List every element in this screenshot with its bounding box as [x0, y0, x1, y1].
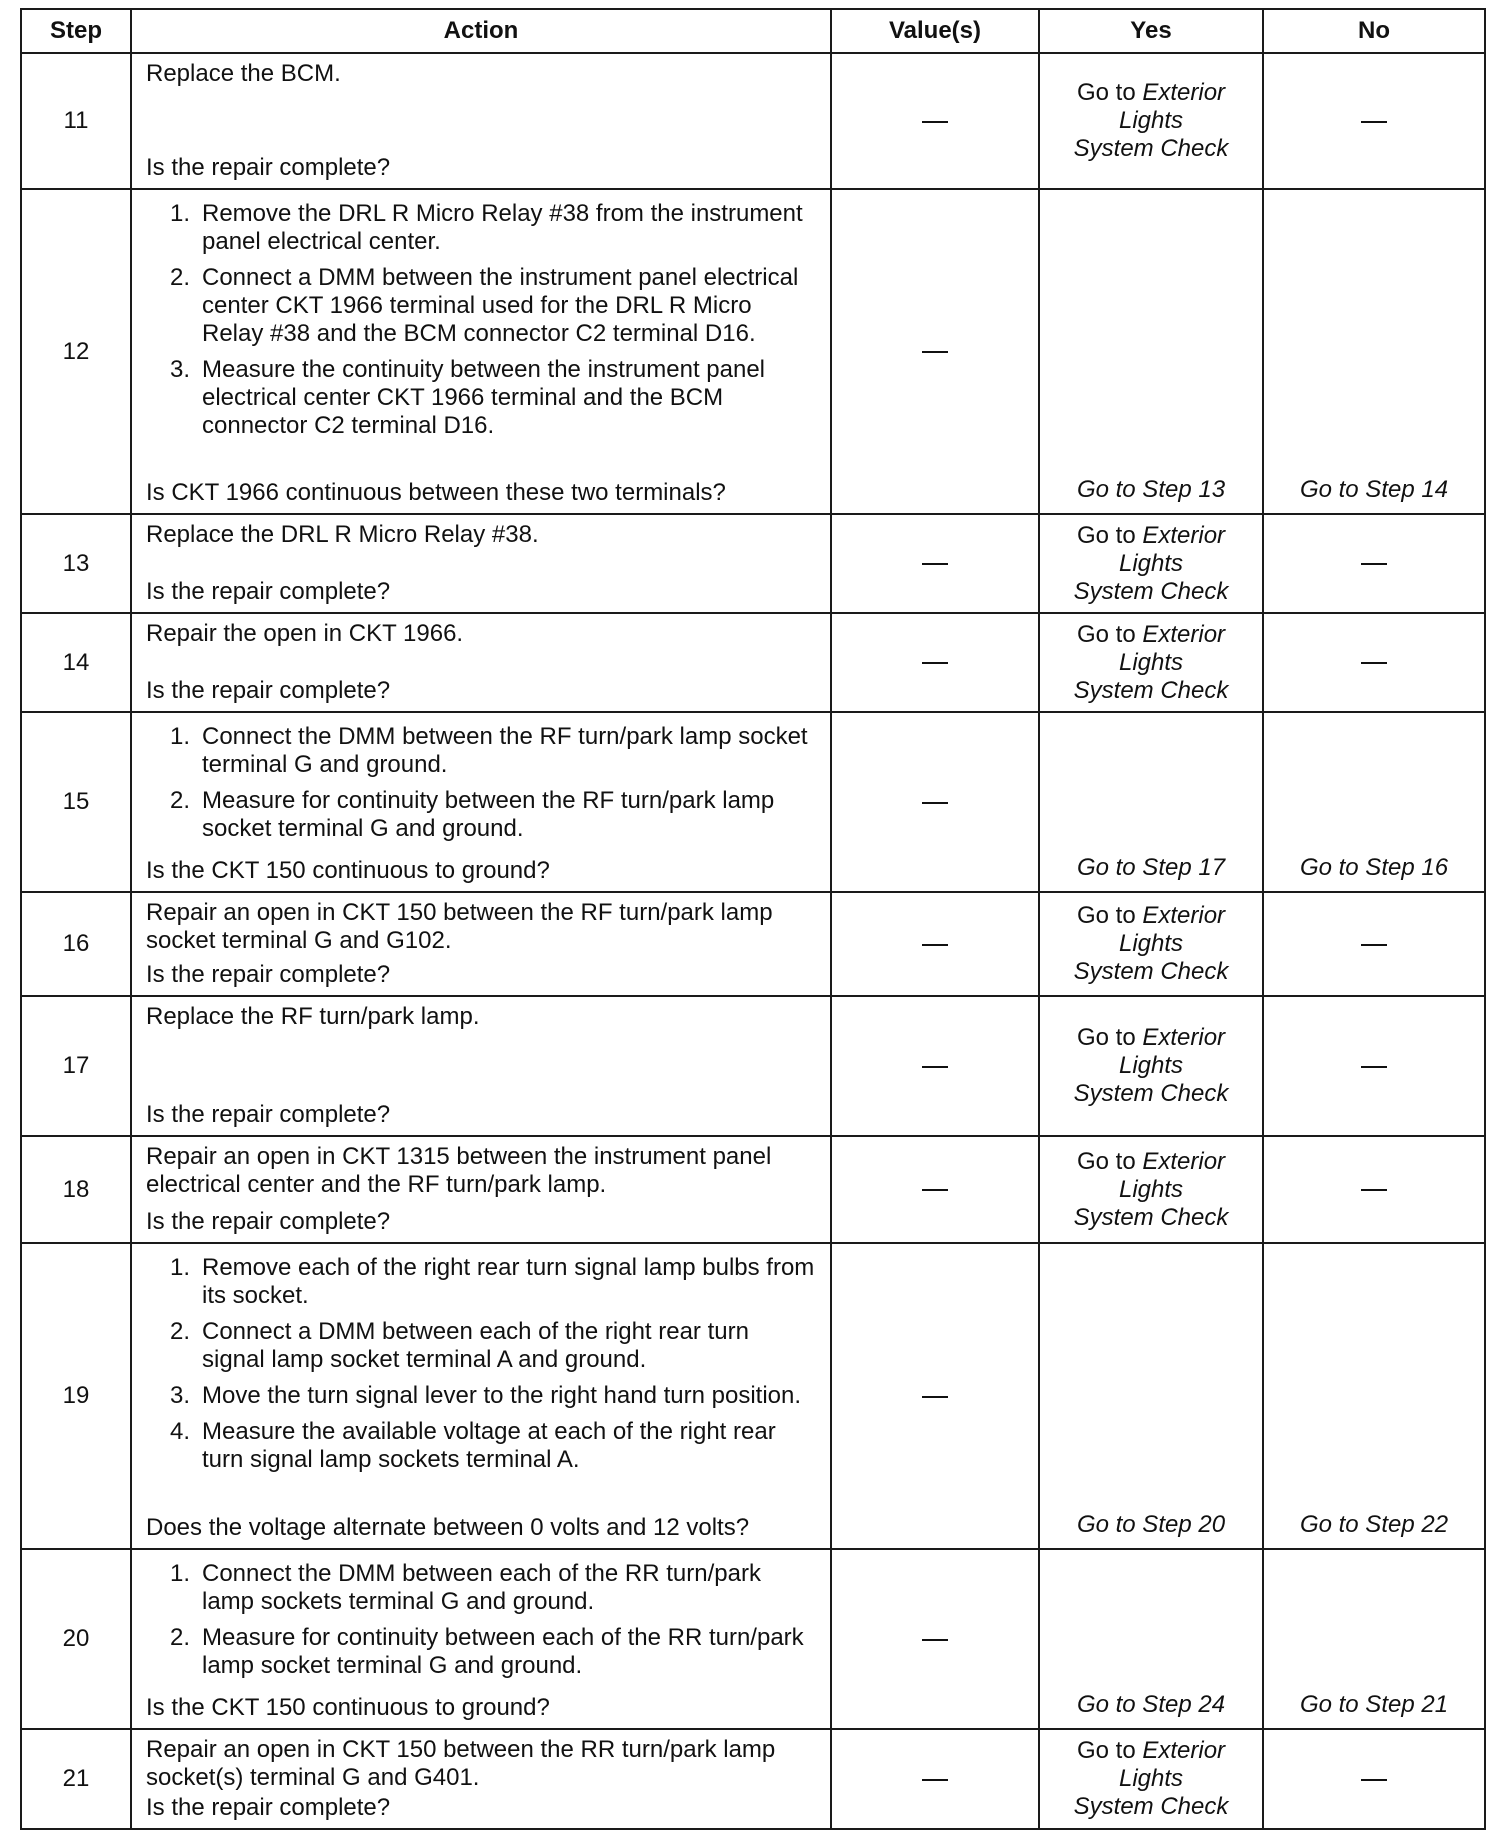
link-target: Lights — [1118, 648, 1184, 676]
step-number: 11 — [21, 53, 131, 189]
value-cell — [831, 892, 1039, 996]
no-goto-step: Go to Step 22 — [1299, 1511, 1449, 1538]
step-number: 14 — [21, 613, 131, 712]
no-cell — [1263, 613, 1485, 712]
link-line-3 — [1041, 135, 1261, 163]
step-index: 1. — [170, 1254, 191, 1281]
goto-prefix: Go to — [1076, 902, 1136, 929]
link-target: Lights — [1118, 1765, 1184, 1792]
yes-goto-step: Go to Step 20 — [1076, 1511, 1226, 1538]
action-step — [170, 1254, 816, 1310]
link-target: Lights — [1118, 549, 1184, 577]
link-line-2 — [1041, 649, 1261, 677]
step-text: Remove each of the right rear turn signal lamp bulbs from its socket. — [202, 1254, 815, 1309]
header-yes: Yes — [1039, 9, 1263, 53]
no-cell — [1263, 1729, 1485, 1829]
link-target: System Check — [1073, 676, 1229, 704]
step-index: 4. — [170, 1418, 191, 1445]
step-index: 3. — [170, 1382, 191, 1409]
link-line-3 — [1041, 1080, 1261, 1108]
action-content — [146, 1143, 816, 1236]
value-dash — [922, 1066, 948, 1068]
exterior-lights-link — [1041, 902, 1261, 986]
step-number: 16 — [21, 892, 131, 996]
link-target: Exterior — [1142, 1147, 1226, 1175]
link-target: Lights — [1118, 107, 1184, 134]
step-text: Measure the available voltage at each of the right rear turn signal lamp sockets terminal A. — [202, 1418, 776, 1473]
action-content — [146, 719, 816, 885]
value-cell — [831, 613, 1039, 712]
step-number: 18 — [21, 1136, 131, 1243]
value-dash — [922, 1396, 948, 1398]
exterior-lights-link — [1041, 1148, 1261, 1232]
link-target: Exterior — [1142, 902, 1226, 929]
value-dash — [922, 1779, 948, 1781]
action-cell — [131, 514, 831, 613]
value-dash — [922, 944, 948, 946]
table-row — [21, 1549, 1485, 1729]
action-step — [170, 264, 816, 348]
yes-cell — [1039, 1549, 1263, 1729]
step-text: Measure for continuity between the RF turn/park lamp socket terminal G and ground. — [202, 787, 775, 842]
no-dash — [1361, 563, 1387, 565]
link-target: Lights — [1118, 930, 1184, 957]
value-dash — [922, 1189, 948, 1191]
link-target: System Check — [1073, 1203, 1229, 1231]
table-row — [21, 53, 1485, 189]
yes-cell — [1039, 996, 1263, 1136]
action-instruction: Repair an open in CKT 150 between the RF turn/park lamp socket terminal G and G102. — [146, 899, 773, 954]
table-row — [21, 613, 1485, 712]
table-row — [21, 514, 1485, 613]
action-step — [170, 200, 816, 256]
yes-cell — [1039, 189, 1263, 514]
yes-cell — [1039, 892, 1263, 996]
yes-cell — [1039, 712, 1263, 892]
link-line-1 — [1041, 1148, 1261, 1176]
action-cell — [131, 1729, 831, 1829]
action-cell — [131, 712, 831, 892]
header-step: Step — [21, 9, 131, 53]
step-index: 1. — [170, 200, 191, 227]
table-row — [21, 1729, 1485, 1829]
link-line-1 — [1041, 1024, 1261, 1052]
exterior-lights-link — [1041, 522, 1261, 606]
step-number: 20 — [21, 1549, 131, 1729]
action-cell — [131, 1243, 831, 1549]
action-cell — [131, 189, 831, 514]
action-instruction: Repair an open in CKT 150 between the RR turn/park lamp socket(s) terminal G and G401. — [146, 1736, 776, 1791]
value-cell — [831, 53, 1039, 189]
value-dash — [922, 1639, 948, 1641]
link-target: Exterior — [1142, 1024, 1226, 1051]
no-goto-step: Go to Step 16 — [1299, 854, 1449, 881]
link-line-2 — [1041, 930, 1261, 958]
action-step — [170, 1560, 816, 1616]
step-text: Connect the DMM between each of the RR turn/park lamp sockets terminal G and ground. — [202, 1560, 761, 1615]
no-goto-step: Go to Step 21 — [1299, 1691, 1449, 1718]
step-index: 2. — [170, 1624, 191, 1651]
yes-cell — [1039, 1136, 1263, 1243]
no-cell — [1263, 514, 1485, 613]
no-dash — [1361, 944, 1387, 946]
link-line-2 — [1041, 550, 1261, 578]
yes-cell — [1039, 1243, 1263, 1549]
no-goto-wrap — [1265, 191, 1483, 504]
step-text: Connect the DMM between the RF turn/park lamp socket terminal G and ground. — [202, 723, 808, 778]
link-line-1 — [1041, 902, 1261, 930]
action-step — [170, 787, 816, 843]
action-content — [146, 521, 816, 606]
header-row — [21, 9, 1485, 53]
value-cell — [831, 189, 1039, 514]
goto-prefix: Go to — [1076, 1737, 1136, 1764]
yes-goto-wrap — [1041, 191, 1261, 504]
link-target: System Check — [1073, 135, 1229, 162]
no-cell — [1263, 1243, 1485, 1549]
goto-prefix: Go to — [1076, 79, 1136, 106]
action-content — [146, 1250, 816, 1542]
action-step — [170, 1318, 816, 1374]
action-instruction: Replace the DRL R Micro Relay #38. — [146, 521, 539, 548]
value-cell — [831, 1549, 1039, 1729]
link-target: Exterior — [1142, 620, 1226, 648]
step-number: 17 — [21, 996, 131, 1136]
table-row — [21, 1243, 1485, 1549]
exterior-lights-link — [1041, 1024, 1261, 1108]
link-line-1 — [1041, 522, 1261, 550]
link-target: Exterior — [1142, 521, 1226, 549]
action-step — [170, 723, 816, 779]
action-content — [146, 1003, 816, 1129]
action-step — [170, 1624, 816, 1680]
step-text: Move the turn signal lever to the right hand turn position. — [202, 1382, 802, 1409]
header-action: Action — [131, 9, 831, 53]
yes-cell — [1039, 613, 1263, 712]
action-instruction: Replace the RF turn/park lamp. — [146, 1003, 480, 1030]
link-target: Exterior — [1142, 1737, 1226, 1764]
exterior-lights-link — [1041, 79, 1261, 163]
table-body — [21, 53, 1485, 1829]
yes-cell — [1039, 53, 1263, 189]
step-index: 3. — [170, 356, 191, 383]
action-content — [146, 60, 816, 182]
no-dash — [1361, 1779, 1387, 1781]
link-target: Exterior — [1142, 79, 1226, 106]
diagnostic-table — [20, 8, 1486, 1830]
link-target: System Check — [1073, 1080, 1229, 1107]
step-index: 1. — [170, 1560, 191, 1587]
yes-goto-wrap — [1041, 1245, 1261, 1539]
table-row — [21, 189, 1485, 514]
action-content — [146, 620, 816, 705]
value-cell — [831, 514, 1039, 613]
link-target: System Check — [1073, 577, 1229, 605]
action-instruction: Repair an open in CKT 1315 between the instrument panel electrical center and the RF turn/park lamp. — [146, 1143, 772, 1198]
exterior-lights-link — [1041, 621, 1261, 705]
no-cell — [1263, 53, 1485, 189]
step-number: 13 — [21, 514, 131, 613]
no-dash — [1361, 121, 1387, 123]
value-cell — [831, 996, 1039, 1136]
step-index: 1. — [170, 723, 191, 750]
step-number: 19 — [21, 1243, 131, 1549]
action-step — [170, 356, 816, 440]
action-steps — [146, 1560, 816, 1680]
step-index: 2. — [170, 264, 191, 291]
action-question: Is the repair complete? — [146, 677, 391, 704]
link-line-1 — [1041, 621, 1261, 649]
link-target: Lights — [1118, 1175, 1184, 1203]
link-line-3 — [1041, 1793, 1261, 1821]
action-cell — [131, 996, 831, 1136]
table-row — [21, 892, 1485, 996]
table-row — [21, 712, 1485, 892]
yes-cell — [1039, 514, 1263, 613]
value-dash — [922, 802, 948, 804]
action-instruction: Replace the BCM. — [146, 60, 341, 87]
action-question: Is the repair complete? — [146, 961, 391, 988]
no-goto-wrap — [1265, 714, 1483, 882]
yes-goto-wrap — [1041, 714, 1261, 882]
value-dash — [922, 662, 948, 664]
link-line-2 — [1041, 107, 1261, 135]
no-goto-step: Go to Step 14 — [1299, 476, 1449, 503]
no-cell — [1263, 1549, 1485, 1729]
action-content — [146, 899, 816, 989]
no-goto-wrap — [1265, 1551, 1483, 1719]
goto-prefix: Go to — [1076, 1147, 1136, 1175]
link-line-1 — [1041, 1737, 1261, 1765]
action-steps — [146, 1254, 816, 1474]
no-cell — [1263, 996, 1485, 1136]
action-question: Is the repair complete? — [146, 1208, 391, 1235]
table-row — [21, 996, 1485, 1136]
yes-goto-step: Go to Step 24 — [1076, 1691, 1226, 1718]
no-dash — [1361, 1066, 1387, 1068]
yes-goto-wrap — [1041, 1551, 1261, 1719]
link-line-2 — [1041, 1176, 1261, 1204]
value-dash — [922, 563, 948, 565]
link-line-3 — [1041, 677, 1261, 705]
action-cell — [131, 1136, 831, 1243]
action-content — [146, 1736, 816, 1822]
action-step — [170, 1418, 816, 1474]
step-text: Remove the DRL R Micro Relay #38 from the instrument panel electrical center. — [202, 200, 803, 255]
step-text: Connect a DMM between each of the right rear turn signal lamp socket terminal A and ground. — [202, 1318, 749, 1373]
value-cell — [831, 712, 1039, 892]
action-cell — [131, 613, 831, 712]
no-dash — [1361, 1189, 1387, 1191]
action-question: Is CKT 1966 continuous between these two terminals? — [146, 479, 726, 506]
action-step — [170, 1382, 816, 1410]
link-target: System Check — [1073, 1793, 1229, 1820]
step-number: 12 — [21, 189, 131, 514]
action-question: Is the repair complete? — [146, 1101, 391, 1128]
exterior-lights-link — [1041, 1737, 1261, 1821]
table-row — [21, 1136, 1485, 1243]
action-cell — [131, 1549, 831, 1729]
action-instruction: Repair the open in CKT 1966. — [146, 620, 464, 647]
value-cell — [831, 1729, 1039, 1829]
goto-prefix: Go to — [1076, 1024, 1136, 1051]
link-line-1 — [1041, 79, 1261, 107]
step-number: 21 — [21, 1729, 131, 1829]
action-cell — [131, 892, 831, 996]
header-values: Value(s) — [831, 9, 1039, 53]
action-content — [146, 196, 816, 507]
action-steps — [146, 200, 816, 440]
action-question: Is the repair complete? — [146, 154, 391, 181]
action-question: Is the CKT 150 continuous to ground? — [146, 1694, 550, 1721]
link-line-3 — [1041, 1204, 1261, 1232]
header-no: No — [1263, 9, 1485, 53]
link-line-3 — [1041, 958, 1261, 986]
action-question: Is the CKT 150 continuous to ground? — [146, 857, 550, 884]
value-dash — [922, 121, 948, 123]
no-cell — [1263, 712, 1485, 892]
link-line-3 — [1041, 578, 1261, 606]
step-number: 15 — [21, 712, 131, 892]
step-index: 2. — [170, 1318, 191, 1345]
link-target: Lights — [1118, 1052, 1184, 1079]
value-dash — [922, 351, 948, 353]
no-goto-wrap — [1265, 1245, 1483, 1539]
action-question: Is the repair complete? — [146, 1794, 391, 1821]
yes-goto-step: Go to Step 17 — [1076, 854, 1226, 881]
action-content — [146, 1556, 816, 1722]
action-question: Is the repair complete? — [146, 578, 391, 605]
step-index: 2. — [170, 787, 191, 814]
goto-prefix: Go to — [1076, 620, 1136, 648]
step-text: Measure for continuity between each of the RR turn/park lamp socket terminal G and ground. — [202, 1624, 804, 1679]
yes-goto-step: Go to Step 13 — [1076, 476, 1226, 503]
link-target: System Check — [1073, 958, 1229, 985]
action-steps — [146, 723, 816, 843]
no-cell — [1263, 1136, 1485, 1243]
value-cell — [831, 1243, 1039, 1549]
action-question: Does the voltage alternate between 0 volts and 12 volts? — [146, 1514, 750, 1541]
step-text: Measure the continuity between the instrument panel electrical center CKT 1966 terminal and the BCM connector C2 terminal D16. — [202, 356, 766, 439]
value-cell — [831, 1136, 1039, 1243]
no-cell — [1263, 189, 1485, 514]
action-cell — [131, 53, 831, 189]
link-line-2 — [1041, 1765, 1261, 1793]
yes-cell — [1039, 1729, 1263, 1829]
no-dash — [1361, 662, 1387, 664]
no-cell — [1263, 892, 1485, 996]
step-text: Connect a DMM between the instrument panel electrical center CKT 1966 terminal used for the DRL R Micro Relay #38 and the BCM connector C2 terminal D16. — [202, 264, 799, 347]
goto-prefix: Go to — [1076, 521, 1136, 549]
link-line-2 — [1041, 1052, 1261, 1080]
